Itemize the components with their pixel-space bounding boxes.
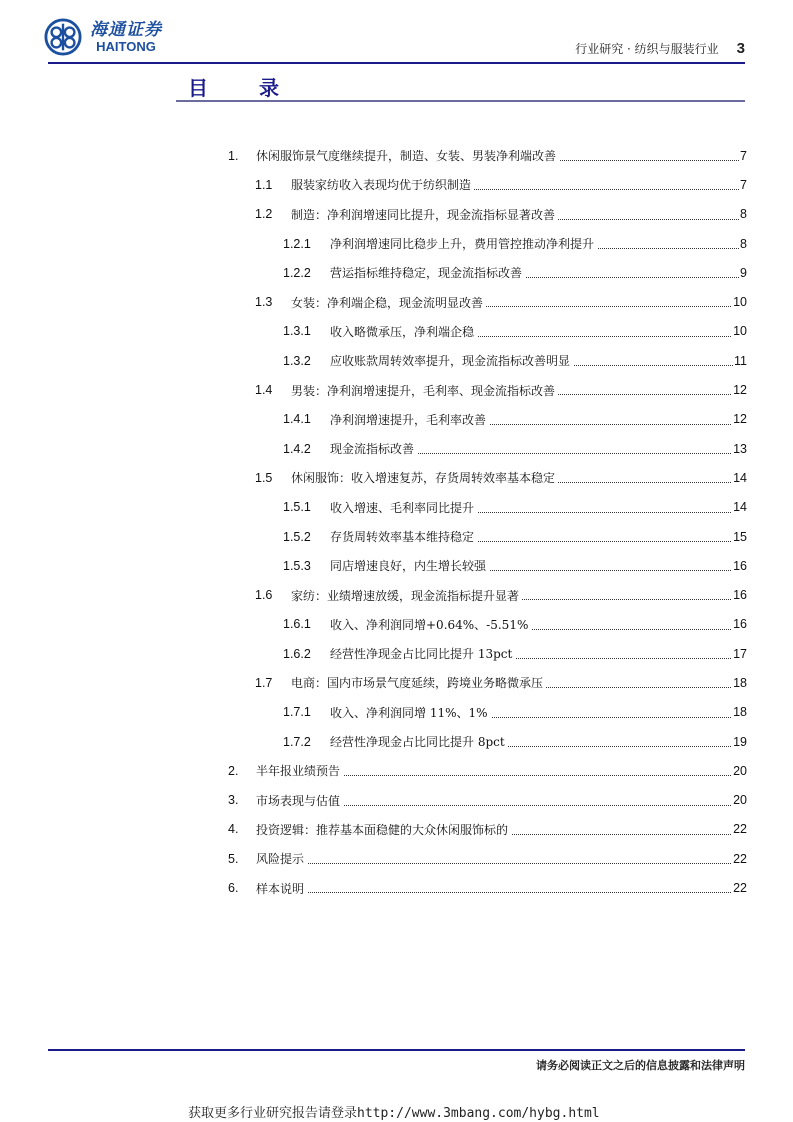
- toc-entry-number: 1.2.1: [283, 236, 311, 251]
- toc-entry-page: 14: [733, 470, 747, 485]
- toc-entry[interactable]: [0, 493, 793, 522]
- toc-entry-page: 15: [733, 529, 747, 544]
- toc-entry-title: 风险提示: [256, 850, 307, 867]
- toc-entry-number: 1.4.1: [283, 412, 311, 427]
- toc-entry-number: 1.6: [255, 588, 273, 603]
- toc-entry-page: 16: [733, 558, 747, 573]
- toc-entry-number: 1.7: [255, 675, 273, 690]
- toc-entry-page: 13: [733, 441, 747, 456]
- toc-entry[interactable]: [0, 229, 793, 258]
- toc-entry-number: 5.: [228, 851, 239, 866]
- report-section: 行业研究 · 纺织与服装行业: [575, 42, 719, 56]
- toc-entry-title: 存货周转效率基本维持稳定: [330, 528, 477, 545]
- toc-entry-page: 7: [740, 148, 747, 163]
- toc-entry-number: 1.5.2: [283, 529, 311, 544]
- toc-entry-title: 净利润增速提升，毛利率改善: [330, 411, 489, 428]
- toc-entry-title: 收入、净利润同增 11%、1%: [330, 704, 491, 721]
- toc-heading: 目 录: [188, 76, 301, 100]
- toc-entry-page: 20: [733, 763, 747, 778]
- toc-entry[interactable]: [0, 522, 793, 551]
- toc-entry-title: 半年报业绩预告: [256, 762, 343, 779]
- toc-entry-page: 14: [733, 500, 747, 515]
- toc-entry-title: 男装：净利润增速提升，毛利率、现金流指标改善: [291, 382, 558, 399]
- watermark-link-text: 获取更多行业研究报告请登录http://www.3mbang.com/hybg.html: [188, 1106, 600, 1121]
- toc-entry-page: 16: [733, 617, 747, 632]
- page-number: 3: [736, 40, 745, 57]
- toc-entry-title: 收入略微承压，净利端企稳: [330, 323, 477, 340]
- toc-entry-number: 1.5.1: [283, 500, 311, 515]
- toc-entry-title: 营运指标维持稳定，现金流指标改善: [330, 264, 525, 281]
- toc-entry-page: 18: [733, 675, 747, 690]
- toc-entry-number: 1.2: [255, 207, 273, 222]
- toc-entry[interactable]: [0, 873, 793, 902]
- toc-entry-number: 1.4: [255, 383, 273, 398]
- toc-entry[interactable]: [0, 463, 793, 492]
- toc-entry-number: 1.6.1: [283, 617, 311, 632]
- toc-entry[interactable]: [0, 844, 793, 873]
- footer-divider: [48, 1049, 745, 1051]
- toc-entry-number: 1.3.1: [283, 324, 311, 339]
- toc-entry[interactable]: [0, 639, 793, 668]
- toc-entry-title: 净利润增速同比稳步上升，费用管控推动净利提升: [330, 235, 597, 252]
- toc-entry-number: 1.7.2: [283, 734, 311, 749]
- toc-entry-number: 4.: [228, 822, 239, 837]
- toc-entry-title: 休闲服饰景气度继续提升，制造、女装、男装净利端改善: [256, 147, 559, 164]
- toc-entry-title: 女装：净利端企稳，现金流明显改善: [291, 294, 486, 311]
- toc-entry-title: 样本说明: [256, 880, 307, 897]
- toc-entry-title: 投资逻辑：推荐基本面稳健的大众休闲服饰标的: [256, 821, 511, 838]
- toc-entry[interactable]: [0, 756, 793, 785]
- toc-entry[interactable]: [0, 815, 793, 844]
- dot-leader: [256, 862, 741, 864]
- toc-entry-number: 1.2.2: [283, 265, 311, 280]
- toc-entry-page: 10: [733, 295, 747, 310]
- toc-entry[interactable]: [0, 786, 793, 815]
- toc-entry-title: 经营性净现金占比同比提升 8pct: [330, 733, 508, 750]
- logo-chinese-name: 海通证券: [90, 20, 162, 40]
- toc-entry-page: 22: [733, 881, 747, 896]
- toc-entry-title: 收入增速、毛利率同比提升: [330, 499, 477, 516]
- toc-entry-page: 12: [733, 412, 747, 427]
- toc-entry-number: 1.6.2: [283, 646, 311, 661]
- toc-entry-number: 3.: [228, 793, 239, 808]
- toc-entry[interactable]: [0, 141, 793, 170]
- toc-entry-page: 19: [733, 734, 747, 749]
- toc-entry-title: 电商：国内市场景气度延续，跨境业务略微承压: [291, 674, 546, 691]
- toc-entry-number: 1.1: [255, 177, 273, 192]
- toc-entry-page: 8: [740, 236, 747, 251]
- toc-entry-number: 1.3: [255, 295, 273, 310]
- toc-entry-page: 16: [733, 588, 747, 603]
- toc-entry[interactable]: [0, 610, 793, 639]
- toc-entry-title: 市场表现与估值: [256, 792, 343, 809]
- toc-entry[interactable]: [0, 580, 793, 609]
- toc-entry-number: 1.7.1: [283, 705, 311, 720]
- toc-entry[interactable]: [0, 287, 793, 316]
- toc-entry-page: 8: [740, 207, 747, 222]
- toc-entry[interactable]: [0, 170, 793, 199]
- toc-entry-page: 7: [740, 177, 747, 192]
- toc-entry-page: 22: [733, 851, 747, 866]
- toc-entry-page: 18: [733, 705, 747, 720]
- haitong-emblem-icon: [44, 18, 82, 56]
- toc-entry-number: 6.: [228, 881, 239, 896]
- toc-entry[interactable]: [0, 668, 793, 697]
- toc-entry[interactable]: [0, 727, 793, 756]
- toc-entry-title: 制造：净利润增速同比提升，现金流指标显著改善: [291, 206, 558, 223]
- toc-entry[interactable]: [0, 317, 793, 346]
- toc-entry-number: 1.3.2: [283, 353, 311, 368]
- toc-entry-page: 20: [733, 793, 747, 808]
- toc-entry[interactable]: [0, 346, 793, 375]
- toc-entry-title: 应收账款周转效率提升，现金流指标改善明显: [330, 352, 573, 369]
- toc-entry-title: 同店增速良好，内生增长较强: [330, 557, 489, 574]
- haitong-logo: [44, 18, 162, 56]
- toc-entry-page: 12: [733, 383, 747, 398]
- toc-entry[interactable]: [0, 375, 793, 404]
- toc-entry-title: 收入、净利润同增+0.64%、-5.51%: [330, 616, 531, 633]
- header-divider: [48, 62, 745, 64]
- toc-entry-number: 1.: [228, 148, 239, 163]
- toc-entry-number: 2.: [228, 763, 239, 778]
- toc-entry-title: 休闲服饰：收入增速复苏，存货周转效率基本稳定: [291, 469, 558, 486]
- table-of-contents: [0, 141, 793, 903]
- toc-entry-title: 经营性净现金占比同比提升 13pct: [330, 645, 515, 662]
- footer-disclaimer: 请务必阅读正文之后的信息披露和法律声明: [536, 1059, 745, 1072]
- toc-entry-title: 服装家纺收入表现均优于纺织制造: [291, 176, 474, 193]
- toc-entry-number: 1.4.2: [283, 441, 311, 456]
- dot-leader: [256, 891, 741, 893]
- toc-entry-title: 现金流指标改善: [330, 440, 417, 457]
- toc-entry-title: 家纺：业绩增速放缓，现金流指标提升显著: [291, 587, 522, 604]
- toc-entry-page: 9: [740, 265, 747, 280]
- logo-english-name: HAITONG: [96, 39, 156, 54]
- toc-entry-number: 1.5.3: [283, 558, 311, 573]
- toc-entry-page: 11: [734, 353, 747, 368]
- toc-heading-divider: [176, 100, 745, 102]
- toc-entry[interactable]: [0, 405, 793, 434]
- toc-entry[interactable]: [0, 258, 793, 287]
- toc-entry-page: 10: [733, 324, 747, 339]
- toc-entry-page: 17: [733, 646, 747, 661]
- running-header: [575, 40, 745, 57]
- toc-entry[interactable]: [0, 551, 793, 580]
- toc-entry[interactable]: [0, 434, 793, 463]
- toc-entry-number: 1.5: [255, 470, 273, 485]
- toc-entry[interactable]: [0, 200, 793, 229]
- toc-entry-page: 22: [733, 822, 747, 837]
- toc-entry[interactable]: [0, 698, 793, 727]
